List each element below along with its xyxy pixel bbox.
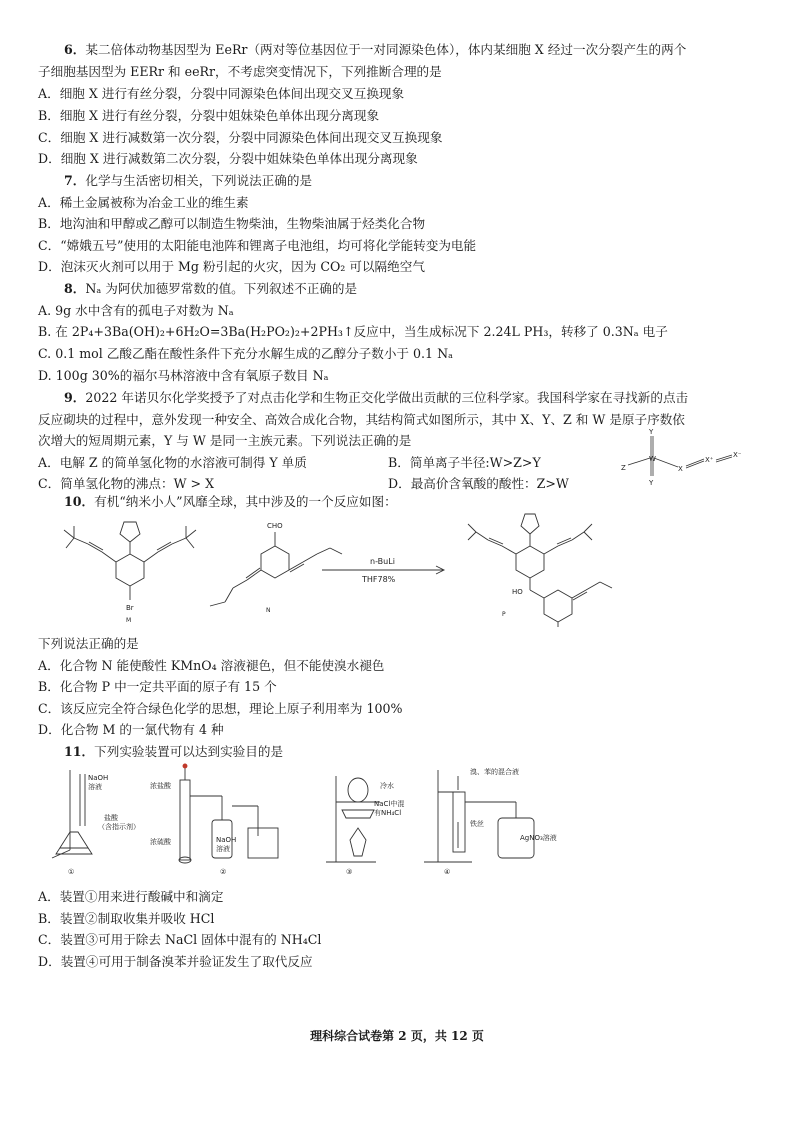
- q11-app2-number: ②: [220, 868, 227, 876]
- q9-atom-z: Z: [621, 464, 626, 472]
- q10-lead: 下列说法正确的是: [38, 636, 139, 651]
- q9-stem-line1: 9．2022 年诺贝尔化学奖授予了对点击化学和生物正交化学做出贡献的三位科学家。我国科学家在寻找新的点击: [64, 390, 689, 405]
- q8-stem: 8．Nₐ 为阿伏加德罗常数的值。下列叙述不正确的是: [64, 281, 358, 296]
- q7-option-c: C．“嫦娥五号”使用的太阳能电池阵和锂离子电池组，均可将化学能转变为电能: [38, 238, 477, 253]
- q11-option-d: D．装置④可用于制备溴苯并验证发生了取代反应: [38, 954, 313, 969]
- q11-app4-number: ④: [444, 868, 451, 876]
- q10-option-c: C．该反应完全符合绿色化学的思想，理论上原子利用率为 100%: [38, 701, 403, 716]
- page-footer: 理科综合试卷第 2 页，共 12 页: [310, 1029, 484, 1043]
- q11-app3-label1: 冷水: [380, 782, 394, 790]
- q6-option-b: B．细胞 X 进行有丝分裂，分裂中姐妹染色单体出现分离现象: [38, 108, 380, 123]
- q11-app1-label3: 盐酸: [104, 814, 118, 822]
- q11-option-c: C．装置③可用于除去 NaCl 固体中混有的 NH₄Cl: [38, 932, 322, 947]
- q6-stem-line1: 6．某二倍体动物基因型为 EeRr（两对等位基因位于一对同源染色体），体内某细胞 X 经过一次分裂产生的两个: [64, 42, 687, 57]
- q7-option-b: B．地沟油和甲醇或乙醇可以制造生物柴油，生物柴油属于烃类化合物: [38, 216, 426, 231]
- q8-option-b: B. 在 2P₄+3Ba(OH)₂+6H₂O=3Ba(H₂PO₂)₂+2PH₃↑反应中，当生成标况下 2.24L PH₃，转移了 0.3Nₐ 电子: [38, 324, 668, 339]
- q10-condition: THF78%: [362, 575, 396, 584]
- q10-label-m: M: [126, 617, 132, 624]
- q9-structure-figure: [620, 425, 770, 487]
- q11-app2-label3: NaOH: [216, 836, 237, 844]
- q11-app4-label3: AgNO₃溶液: [520, 834, 557, 842]
- q9-stem-line3: 次增大的短周期元素，Y 与 W 是同一主族元素。下列说法正确的是: [38, 433, 412, 448]
- q11-app3-number: ③: [346, 868, 353, 876]
- q10-bromine-label: Br: [126, 604, 134, 612]
- q6-option-a: A．细胞 X 进行有丝分裂，分裂中同源染色体间出现交叉互换现象: [38, 86, 405, 101]
- q11-option-b: B．装置②制取收集并吸收 HCl: [38, 911, 215, 926]
- q11-app3-label2: NaCl中混: [374, 800, 405, 808]
- q8-option-d: D. 100g 30%的福尔马林溶液中含有氧原子数目 Nₐ: [38, 368, 329, 383]
- q8-option-c: C. 0.1 mol 乙酸乙酯在酸性条件下充分水解生成的乙醇分子数小于 0.1 Nₐ: [38, 346, 453, 361]
- q9-atom-x-minus: X⁻: [733, 451, 742, 459]
- q11-app4-label2: 铁丝: [470, 820, 484, 828]
- q10-hydroxyl-label: HO: [512, 588, 523, 596]
- q11-stem: 11．下列实验装置可以达到实验目的是: [64, 744, 284, 759]
- q11-app1-number: ①: [68, 868, 75, 876]
- q9-atom-x-plus: X⁺: [705, 456, 714, 464]
- q6-stem-line2: 子细胞基因型为 EERr 和 eeRr，不考虑突变情况下，下列推断合理的是: [38, 64, 442, 79]
- q10-reaction-scheme: [60, 506, 700, 628]
- q10-stem: 10．有机“纳米小人”风靡全球，其中涉及的一个反应如图：: [64, 494, 397, 509]
- q10-option-b: B．化合物 P 中一定共平面的原子有 15 个: [38, 679, 277, 694]
- q11-app1-label4: （含指示剂）: [98, 823, 140, 831]
- q9-option-b: B．简单离子半径:W>Z>Y: [388, 455, 541, 470]
- q7-option-d: D．泡沫灭火剂可以用于 Mg 粉引起的火灾，因为 CO₂ 可以隔绝空气: [38, 259, 425, 274]
- q9-atom-y-bottom: Y: [649, 479, 654, 487]
- q11-apparatus-figure: [40, 762, 620, 880]
- q6-option-d: D．细胞 X 进行减数第二次分裂，分裂中姐妹染色单体出现分离现象: [38, 151, 418, 166]
- q11-app2-label2: 浓硫酸: [150, 838, 171, 846]
- q10-aldehyde-label: CHO: [267, 522, 283, 530]
- q9-option-d: D．最高价含氧酸的酸性：Z>W: [388, 476, 569, 491]
- q11-app2-label1: 浓盐酸: [150, 782, 171, 790]
- q10-option-d: D．化合物 M 的一氯代物有 4 种: [38, 722, 224, 737]
- q10-label-n: N: [266, 607, 271, 614]
- q11-app3-label3: 有NH₄Cl: [374, 809, 402, 817]
- q11-app4-label1: 溴、苯的混合液: [470, 768, 519, 776]
- q9-stem-line2: 反应砌块的过程中，意外发现一种安全、高效合成化合物，其结构简式如图所示，其中 X、Y、Z 和 W 是原子序数依: [38, 412, 685, 427]
- q10-option-a: A．化合物 N 能使酸性 KMnO₄ 溶液褪色，但不能使溴水褪色: [38, 658, 385, 673]
- q11-app1-label2: 溶液: [88, 783, 102, 791]
- q7-option-a: A．稀土金属被称为冶金工业的维生素: [38, 195, 249, 210]
- q9-option-a: A．电解 Z 的简单氢化物的水溶液可制得 Y 单质: [38, 455, 307, 470]
- q11-app2-label4: 溶液: [216, 845, 230, 853]
- q6-option-c: C．细胞 X 进行减数第一次分裂，分裂中同源染色体间出现交叉互换现象: [38, 130, 443, 145]
- q10-reagent: n-BuLi: [370, 557, 395, 566]
- q9-option-c: C．简单氢化物的沸点：W > X: [38, 476, 215, 491]
- q9-atom-y-top: Y: [649, 428, 654, 436]
- q9-atom-w: W: [649, 455, 656, 463]
- q9-atom-x: X: [678, 465, 683, 473]
- q7-stem: 7．化学与生活密切相关，下列说法正确的是: [64, 173, 313, 188]
- q8-option-a: A. 9g 水中含有的孤电子对数为 Nₐ: [38, 303, 234, 318]
- q11-app1-label1: NaOH: [88, 774, 109, 782]
- q10-label-p: P: [502, 611, 506, 618]
- q11-option-a: A．装置①用来进行酸碱中和滴定: [38, 889, 224, 904]
